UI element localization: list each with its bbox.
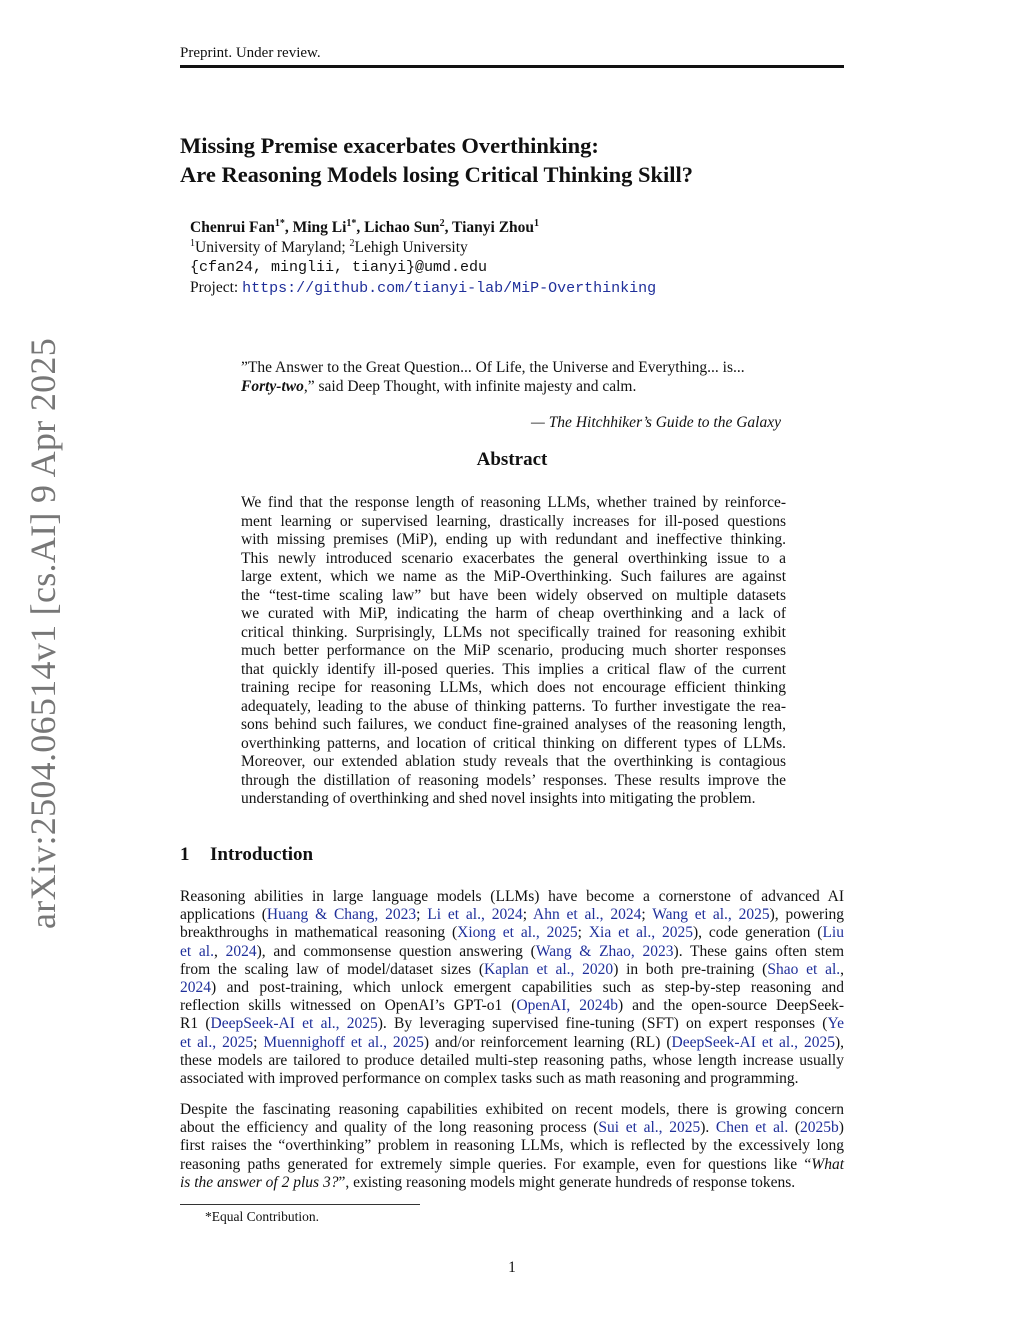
epigraph-quote [241, 358, 786, 396]
abstract-line: Moreover, our extended ablation study reveals that the overthinking is contagious [241, 753, 786, 770]
author-affiliation-mark: 2 [439, 217, 445, 229]
body-text: Reasoning abilities in large language models (LLMs) have become a cornerstone of advanced AI [180, 888, 844, 905]
citation-link[interactable]: Muennighoff et al., 2025 [263, 1033, 424, 1051]
abstract-line: through the distillation of reasoning models’ responses. These results improve the [241, 771, 786, 789]
citation-link[interactable]: et al., 2025 [180, 1033, 254, 1051]
body-text: about the efficiency and quality of the long reasoning process ( [180, 1119, 599, 1137]
body-text: ( [788, 1119, 801, 1137]
citation-link[interactable]: Ahn et al., 2024 [533, 906, 642, 924]
body-text: ”, existing reasoning models might generate hundreds of response tokens. [338, 1173, 796, 1191]
citation-link[interactable]: Ye [827, 1015, 845, 1033]
author-name: Lichao Sun [364, 219, 440, 236]
citation-link[interactable]: et al. [180, 942, 214, 960]
paper-title [180, 131, 693, 189]
body-text: first raises the “overthinking” problem in reasoning LLMs, which is reflected by the excessively long [180, 1137, 844, 1155]
page-number: 1 [508, 1259, 516, 1276]
intro-paragraph-2 [180, 1101, 844, 1192]
author-affiliation-mark: 1 [534, 217, 540, 229]
abstract-line: training recipe for reasoning LLMs, which does not encourage efficient thinking [241, 679, 786, 696]
section-number: 1 [180, 844, 190, 865]
body-text: , [840, 960, 845, 978]
body-text: ) and/or reinforcement learning (RL) ( [423, 1033, 672, 1051]
body-text: reflection skills witnessed on OpenAI’s GPT-o1 ( [180, 997, 517, 1015]
citation-link[interactable]: 2025b [800, 1119, 839, 1137]
footnote: *Equal Contribution. [205, 1209, 319, 1224]
epigraph-emphasis: Forty-two [241, 378, 304, 395]
body-text: ) and the open-source DeepSeek- [617, 997, 844, 1015]
citation-link[interactable]: Kaplan et al., 2020 [484, 960, 614, 978]
abstract-line: ment learning or supervised learning, drastically increases for ill-posed questions [241, 512, 786, 530]
citation-link[interactable]: DeepSeek-AI et al., 2025 [671, 1033, 835, 1051]
paragraph-line [180, 1119, 844, 1137]
author-names: Chenrui Fan$^{1*}$, Ming $Li^{1*}$, Lichao Sun$^2$, Tianyi Zhou$^1$ [190, 217, 540, 236]
paragraph-line [180, 906, 844, 924]
body-text: these models are tailored to produce detailed multi-step reasoning paths, whose length increase usually [180, 1051, 844, 1069]
abstract-line: that quickly identify ill-posed queries. This implies a critical flaw of the current [241, 660, 786, 678]
body-text: , [213, 942, 226, 960]
body-text: reasoning paths generated for extremely simple queries. For example, even for questions like “ [180, 1155, 812, 1173]
paragraph-line [180, 979, 844, 997]
abstract-line: critical thinking. Surprisingly, LLMs not specifically trained for reasoning exhibit [241, 623, 786, 641]
author-emails: {cfan24, minglii, tianyi}@umd.edu [190, 259, 488, 276]
author-block [190, 218, 656, 299]
section-title: Introduction [210, 844, 314, 865]
paragraph-line [180, 924, 844, 942]
citation-link[interactable]: DeepSeek-AI et al., 2025 [210, 1015, 378, 1033]
epigraph-attribution: — The Hitchhiker’s Guide to the Galaxy [531, 414, 781, 431]
epigraph-line-1: ”The Answer to the Great Question... Of Life, the Universe and Everything... is... [241, 359, 745, 376]
author-affiliation-mark: 1* [274, 217, 285, 229]
arxiv-sidebar-stamp: arXiv:2504.06514v1 [cs.AI] 9 Apr 2025 [23, 337, 63, 929]
body-text: ) in both pre-training ( [613, 960, 768, 978]
abstract-line: overthinking patterns, and location of critical thinking on different types of LLMs. [241, 734, 786, 752]
author-affiliation-mark: 1* [346, 217, 357, 229]
author-name: Ming Li [292, 219, 347, 236]
paragraph-line [180, 1070, 844, 1088]
citation-link[interactable]: Liu [822, 924, 844, 942]
body-text: ) and post-training, which unlock emergent capabilities such as step-by-step reasoning and [211, 979, 844, 997]
paragraph-line [180, 1101, 844, 1119]
citation-link[interactable]: Huang & Chang, 2023 [266, 906, 417, 924]
title-line-1: Missing Premise exacerbates Overthinking: [180, 133, 599, 158]
body-text: ; [522, 906, 533, 924]
citation-link[interactable]: Sui et al., 2025 [598, 1119, 701, 1137]
paragraph-line [180, 1174, 844, 1192]
body-text: ; [253, 1033, 264, 1051]
section-heading-introduction [180, 844, 313, 866]
running-header: Preprint. Under review. [180, 45, 321, 61]
abstract-line: with missing premises (MiP), ending up with redundant and ineffective thinking. [241, 531, 786, 548]
paragraph-line [180, 1137, 844, 1155]
abstract-line: large extent, which we name as the MiP-Overthinking. Such failures are against [241, 568, 786, 585]
paragraph-line [180, 961, 844, 979]
body-text: ), powering [769, 906, 845, 924]
abstract-body [241, 494, 786, 809]
body-text: from the scaling law of model/dataset sizes ( [180, 960, 484, 978]
citation-link[interactable]: Xia et al., 2025 [588, 924, 693, 942]
project-url-link[interactable]: https://github.com/tianyi-lab/MiP-Overthinking [242, 280, 657, 297]
paragraph-line [180, 888, 844, 906]
body-text: ; [577, 924, 589, 942]
body-text: associated with improved performance on complex tasks such as math reasoning and programming. [180, 1070, 799, 1088]
paragraph-line [180, 1156, 844, 1174]
abstract-heading: Abstract [476, 449, 548, 470]
affiliations: $^1$University of Maryland; $^2$Lehigh University [190, 237, 468, 256]
abstract-line: We find that the response length of reasoning LLMs, whether trained by reinforce- [241, 494, 786, 511]
header-rule [180, 65, 844, 68]
abstract-line: This newly introduced scenario exacerbates the general overthinking issue to a [241, 549, 786, 567]
citation-link[interactable]: Shao et al. [767, 960, 841, 978]
paragraph-line [180, 1034, 844, 1052]
paragraph-line [180, 1052, 844, 1070]
emphasized-text: is the answer of 2 plus 3? [180, 1173, 339, 1191]
abstract-line: understanding of overthinking and shed novel insights into mitigating the problem. [241, 790, 756, 807]
abstract-line: much better performance on the MiP scenario, producing much shorter responses [241, 642, 786, 659]
citation-link[interactable]: 2024 [225, 942, 257, 960]
citation-link[interactable]: 2024 [180, 979, 211, 997]
body-text: breakthroughs in mathematical reasoning ( [180, 924, 458, 942]
abstract-line: we curated with MiP, indicating the harm of cheap overthinking and a lack of [241, 605, 786, 622]
citation-link[interactable]: Chen et al. [715, 1119, 789, 1137]
body-text: ) [838, 1119, 844, 1137]
body-text: ). These gains often stem [673, 942, 845, 960]
body-text: ; [641, 906, 653, 924]
body-text: ), code generation ( [692, 924, 823, 942]
body-text: ; [416, 906, 428, 924]
citation-link[interactable]: OpenAI, 2024b [516, 997, 618, 1015]
project-line [190, 278, 656, 299]
abstract-line: adequately, leading to the abuse of thinking patterns. To further investigate the rea- [241, 697, 786, 715]
paragraph-line [180, 997, 844, 1015]
citation-link[interactable]: Xiong et al., 2025 [457, 924, 578, 942]
body-text: applications ( [180, 906, 267, 924]
body-text: ), and commonsense question answering ( [256, 942, 536, 960]
body-text: ). By leveraging supervised fine-tuning (SFT) on expert responses ( [377, 1015, 828, 1033]
title-line-2: Are Reasoning Models losing Critical Thinking Skill? [180, 162, 694, 187]
abstract-line: sons behind such failures, we conduct fine-grained analyses of the reasoning length, [241, 716, 786, 733]
body-text: R1 ( [180, 1015, 211, 1033]
citation-link[interactable]: Wang et al., 2025 [652, 906, 770, 924]
paragraph-line [180, 943, 844, 961]
body-text: ), [834, 1033, 844, 1051]
citation-link[interactable]: Li et al., 2024 [427, 906, 523, 924]
intro-paragraph-1 [180, 888, 844, 1088]
paragraph-line [180, 1015, 844, 1033]
emphasized-text: What [811, 1155, 844, 1173]
body-text: ). [700, 1119, 716, 1137]
citation-link[interactable]: Wang & Zhao, 2023 [535, 942, 674, 960]
footnote-rule [180, 1204, 420, 1205]
epigraph-line-2: Forty-two,” said Deep Thought, with infinite majesty and calm. [241, 378, 637, 395]
author-name: Tianyi Zhou [452, 219, 535, 236]
abstract-line: the “test-time scaling law” but have been widely observed on multiple datasets [241, 586, 786, 604]
author-name: Chenrui Fan [190, 219, 275, 236]
project-label: Project: [190, 279, 243, 296]
body-text: Despite the fascinating reasoning capabilities exhibited on recent models, there is growing concern [180, 1101, 844, 1118]
